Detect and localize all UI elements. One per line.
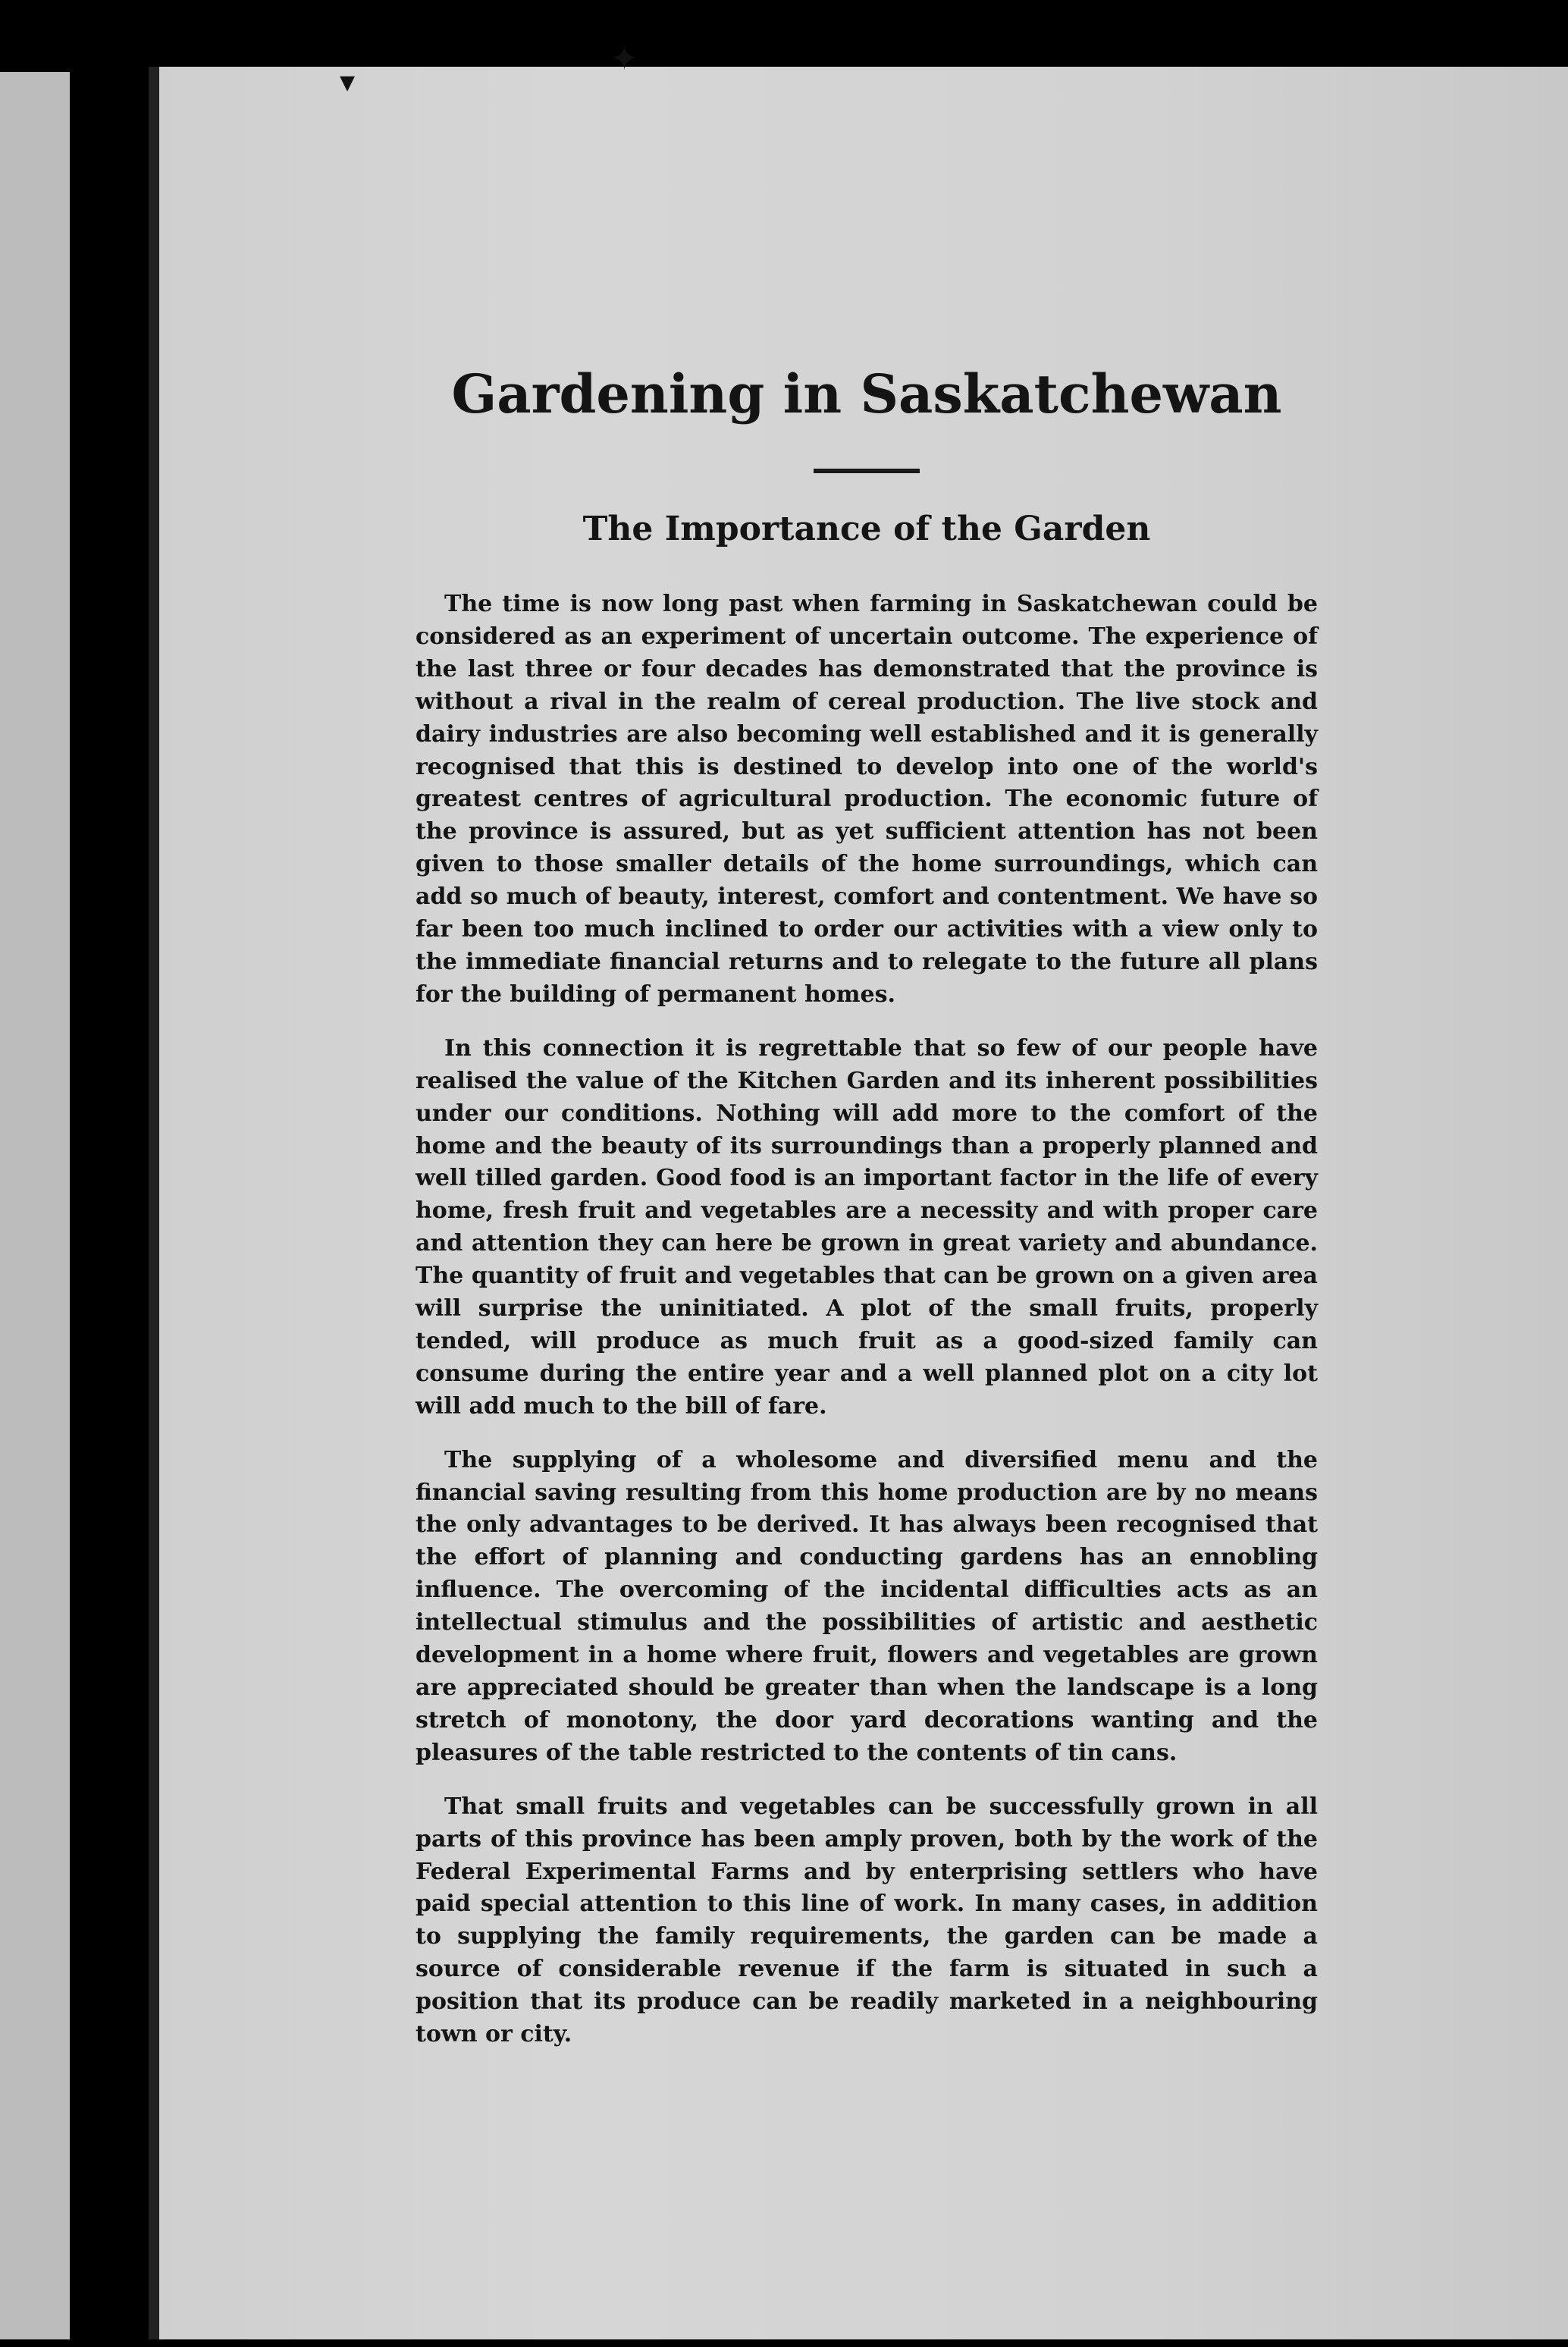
page-binding-edge (149, 67, 159, 2339)
previous-page-edge (0, 72, 70, 2339)
paragraph-3: The supplying of a wholesome and diversified menu and the financial saving resulting from this home production are by no means the only advantages to be derived. It has always been recognised that the effort of planning and conducting gardens has an ennobling influence. The overcoming of the incidental difficulties acts as an intellectual stimulus and the possibilities of artistic and aesthetic development in a home where fruit, flowers and vegetables are grown are appreciated should be greater than when the landscape is a long stretch of monotony, the door yard decorations wanting and the pleasures of the table restricted to the contents of tin cans. (416, 1446, 1318, 1766)
scan-speck-mark: ▾ (340, 64, 356, 99)
document-title: Gardening in Saskatchewan (451, 362, 1282, 425)
paragraph-1: The time is now long past when farming in Saskatchewan could be considered as an experiment of uncertain outcome. The experience of the last three or four decades has demonstrated that the province is without a rival in the realm of cereal production. The live stock and dairy industries are also becoming well established and it is generally recognised that this is destined to develop into one of the world's greatest centres of agricultural production. The economic future of the province is assured, but as yet sufficient attention has not been given to those smaller details of the home surroundings, which can add so much of beauty, interest, comfort and contentment. We have so far been too much inclined to order our activities with a view only to the immediate financial returns and to relegate to the future all plans for the building of permanent homes. (416, 591, 1318, 1008)
section-heading: The Importance of the Garden (582, 510, 1151, 548)
paragraph-4: That small fruits and vegetables can be successfully grown in all parts of this province has been amply proven, both by the work of the Federal Experimental Farms and by enterprising settlers who have paid special attention to this line of work. In many cases, in addition to supplying the family requirements, the garden can be made a source of considerable revenue if the farm is situated in such a position that its produce can be readily marketed in a neighbouring town or city. (416, 1793, 1318, 2048)
document-body (416, 356, 1318, 2051)
paragraph-2: In this connection it is regrettable that so few of our people have realised the value of the Kitchen Garden and its inherent possibilities under our conditions. Nothing will add more to the comfort of the home and the beauty of its surroundings than a properly planned and well tilled garden. Good food is an important factor in the life of every home, fresh fruit and vegetables are a necessity and with proper care and attention they can here be grown in great variety and abundance. The quantity of fruit and vegetables that can be grown on a given area will surprise the uninitiated. A plot of the small fruits, properly tended, will produce as much fruit as a good-sized family can consume during the entire year and a well planned plot on a city lot will add much to the bill of fare. (416, 1034, 1318, 1420)
title-rule (814, 469, 920, 473)
scan-speck-mark: ✦ (610, 39, 638, 78)
